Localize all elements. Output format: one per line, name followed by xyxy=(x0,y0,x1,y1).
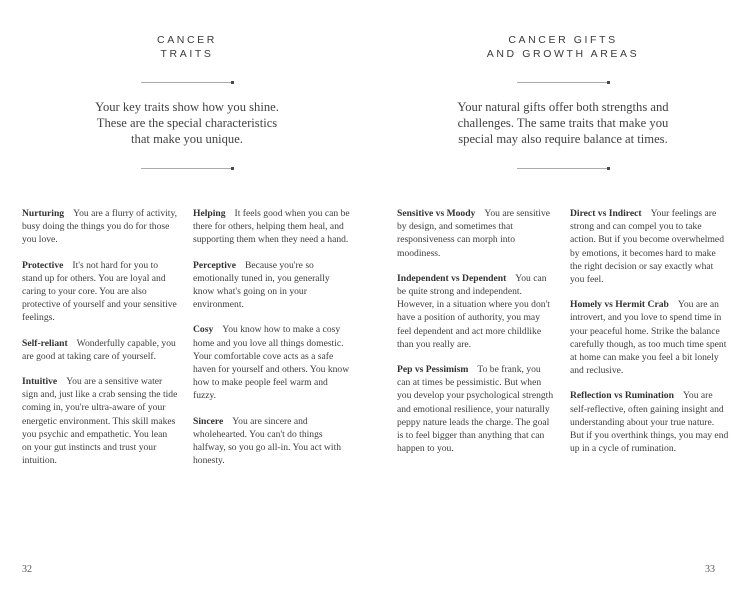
trait-name: Sincere xyxy=(193,415,224,427)
trait-name: Reflection vs Rumination xyxy=(570,390,674,402)
trait-description: You are self-reflective, often gaining insight and understanding about your true nature. But if you overthink things, you may end up in a cycle of rumination. xyxy=(570,390,729,455)
trait-description: You can be quite strong and independent. However, in a situation where you don't have a position of authority, you may feel dependent and act more childlike than you really are. xyxy=(397,272,550,350)
section-divider xyxy=(517,168,609,169)
trait-name: Nurturing xyxy=(22,208,65,219)
trait-description: Because you're so emotionally tuned in, you generally know what's going on in your environment. xyxy=(193,259,330,311)
trait-description: You are sincere and wholehearted. You can't do things halfway, so you go all-in. You act with honesty. xyxy=(193,415,342,467)
intro-text xyxy=(22,99,352,147)
traits-column-1 xyxy=(22,207,179,479)
trait-paragraph xyxy=(193,415,350,468)
trait-description: You know how to make a cosy home and you love all things domestic. Your comfortable cove acts as a safe haven for yourself and others. You know how to make people feel warm and fuzzy. xyxy=(193,324,350,402)
traits-columns xyxy=(22,207,352,479)
trait-paragraph xyxy=(193,207,350,247)
intro-text xyxy=(397,99,729,147)
title-line: CANCER GIFTS xyxy=(508,34,618,46)
trait-paragraph xyxy=(193,323,350,402)
intro-line: Your key traits show how you shine. xyxy=(95,100,279,114)
trait-name: Pep vs Pessimism xyxy=(397,364,469,376)
intro-line: Your natural gifts offer both strengths and xyxy=(457,100,669,114)
trait-paragraph xyxy=(193,259,350,312)
trait-name: Homely vs Hermit Crab xyxy=(570,299,669,311)
trait-paragraph xyxy=(570,389,729,455)
title-line: TRAITS xyxy=(160,48,214,60)
trait-name: Self-reliant xyxy=(22,337,68,349)
intro-line: challenges. The same traits that make you xyxy=(457,116,669,130)
trait-name: Perceptive xyxy=(193,259,236,271)
page-number: 32 xyxy=(22,564,32,575)
trait-paragraph xyxy=(22,207,179,247)
intro-line: These are the special characteristics xyxy=(96,116,278,130)
traits-column-2 xyxy=(193,207,350,479)
section-divider xyxy=(141,168,233,169)
trait-description: You are an introvert, and you love to spend time in your peaceful home. Strike the balance carefully though, as too much time spent at home can make you feel a bit lonely and reclusive. xyxy=(570,299,727,377)
gifts-column-2 xyxy=(570,207,729,467)
gifts-columns xyxy=(397,207,729,467)
trait-paragraph xyxy=(397,272,556,351)
trait-description: You are a flurry of activity, busy doing the things you do for those you love. xyxy=(22,208,178,246)
section-divider xyxy=(517,82,609,83)
title-line: CANCER xyxy=(157,34,217,46)
trait-description: It's not hard for you to stand up for others. You are loyal and caring to your core. You are also protective of yourself and your sensitive feelings. xyxy=(22,259,177,324)
trait-description: You are a sensitive water sign and, just like a crab sensing the tide coming in, you're ultra-aware of your energetic environment. This skill makes you psychic and empathetic. You lean on your gut instincts and trust your intuition. xyxy=(22,376,178,467)
trait-description: You are sensitive by design, and sometimes that responsiveness can morph into moodiness. xyxy=(397,208,551,259)
page-right xyxy=(371,0,742,600)
page-title xyxy=(22,33,352,61)
trait-name: Sensitive vs Moody xyxy=(397,208,476,219)
trait-paragraph xyxy=(22,259,179,325)
trait-name: Cosy xyxy=(193,324,214,336)
trait-paragraph xyxy=(570,207,729,286)
title-line: AND GROWTH AREAS xyxy=(486,48,640,60)
intro-line: that make you unique. xyxy=(131,132,243,146)
trait-paragraph xyxy=(570,298,729,377)
trait-description: To be frank, you can at times be pessimistic. But when you develop your psychological strength and emotional resilience, your naturally peppy nature leads the charge. The goal is to feel bigger than anything that can happen to you. xyxy=(397,364,554,455)
intro-line: special may also require balance at times. xyxy=(458,132,668,146)
trait-name: Helping xyxy=(193,208,226,219)
trait-paragraph xyxy=(22,337,179,363)
trait-description: Wonderfully capable, you are good at taking care of yourself. xyxy=(22,337,176,362)
trait-description: It feels good when you can be there for others, helping them heal, and supporting them when they need a hand. xyxy=(193,208,350,246)
trait-paragraph xyxy=(22,375,179,467)
page-title xyxy=(397,33,729,61)
trait-name: Direct vs Indirect xyxy=(570,208,642,219)
trait-name: Intuitive xyxy=(22,376,58,388)
trait-description: Your feelings are strong and can compel you to take action. But if you become overwhelmed by emotions, it becomes hard to make the right decision or say exactly what you feel. xyxy=(570,208,724,286)
trait-name: Independent vs Dependent xyxy=(397,272,507,284)
trait-name: Protective xyxy=(22,259,64,271)
gifts-column-1 xyxy=(397,207,556,467)
section-divider xyxy=(141,82,233,83)
trait-paragraph xyxy=(397,363,556,455)
trait-paragraph xyxy=(397,207,556,260)
page-number: 33 xyxy=(705,564,715,575)
